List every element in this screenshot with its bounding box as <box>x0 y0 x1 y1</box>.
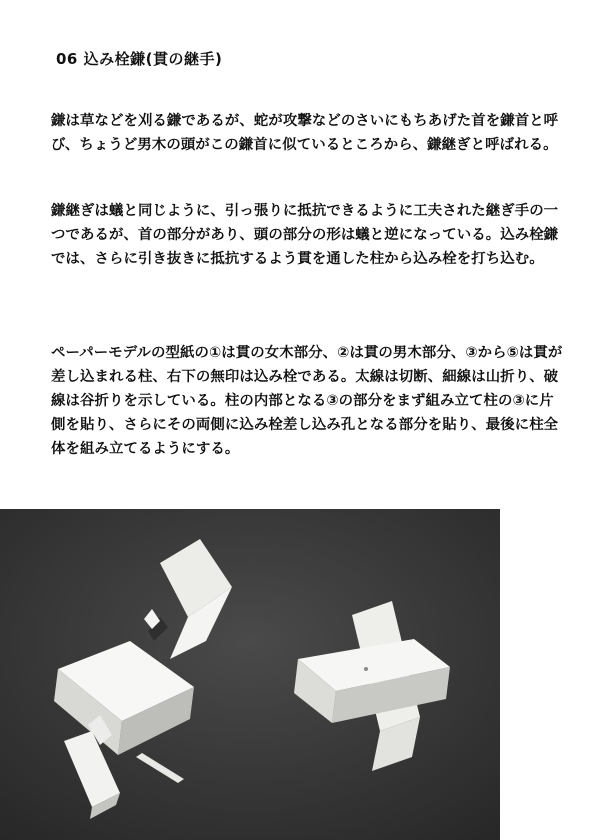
paragraph-3: ペーパーモデルの型紙の①は貫の女木部分、②は貫の男木部分、③から⑤は貫が差し込まれる柱、右下の無印は込み栓である。太線は切断、細線は山折り、破線は谷折りを示している。柱の内部となる③の部分をまず組み立て柱の③に片側を貼り、さらにその両側に込み栓差し込み孔となる部分を貼り、最後に柱全体を組み立てるようにする。 <box>51 345 563 457</box>
model-photograph <box>0 509 500 840</box>
paragraph-1: 鎌は草などを刈る鎌であるが、蛇が攻撃などのさいにもちあげた首を鎌首と呼び、ちょうど男木の頭がこの鎌首に似ているところから、鎌継ぎと呼ばれる。 <box>51 113 559 153</box>
page-title: 06 込み栓鎌(貫の継手) <box>56 50 223 68</box>
paragraph-2: 鎌継ぎは蟻と同じように、引っ張りに抵抗できるように工夫された継ぎ手の一つであるが、首の部分があり、頭の部分の形は蟻と逆になっている。込み栓鎌では、さらに引き抜きに抵抗するよう貫を通した柱から込み栓を打ち込む。 <box>51 203 559 267</box>
joint-model-illustration <box>0 509 500 840</box>
